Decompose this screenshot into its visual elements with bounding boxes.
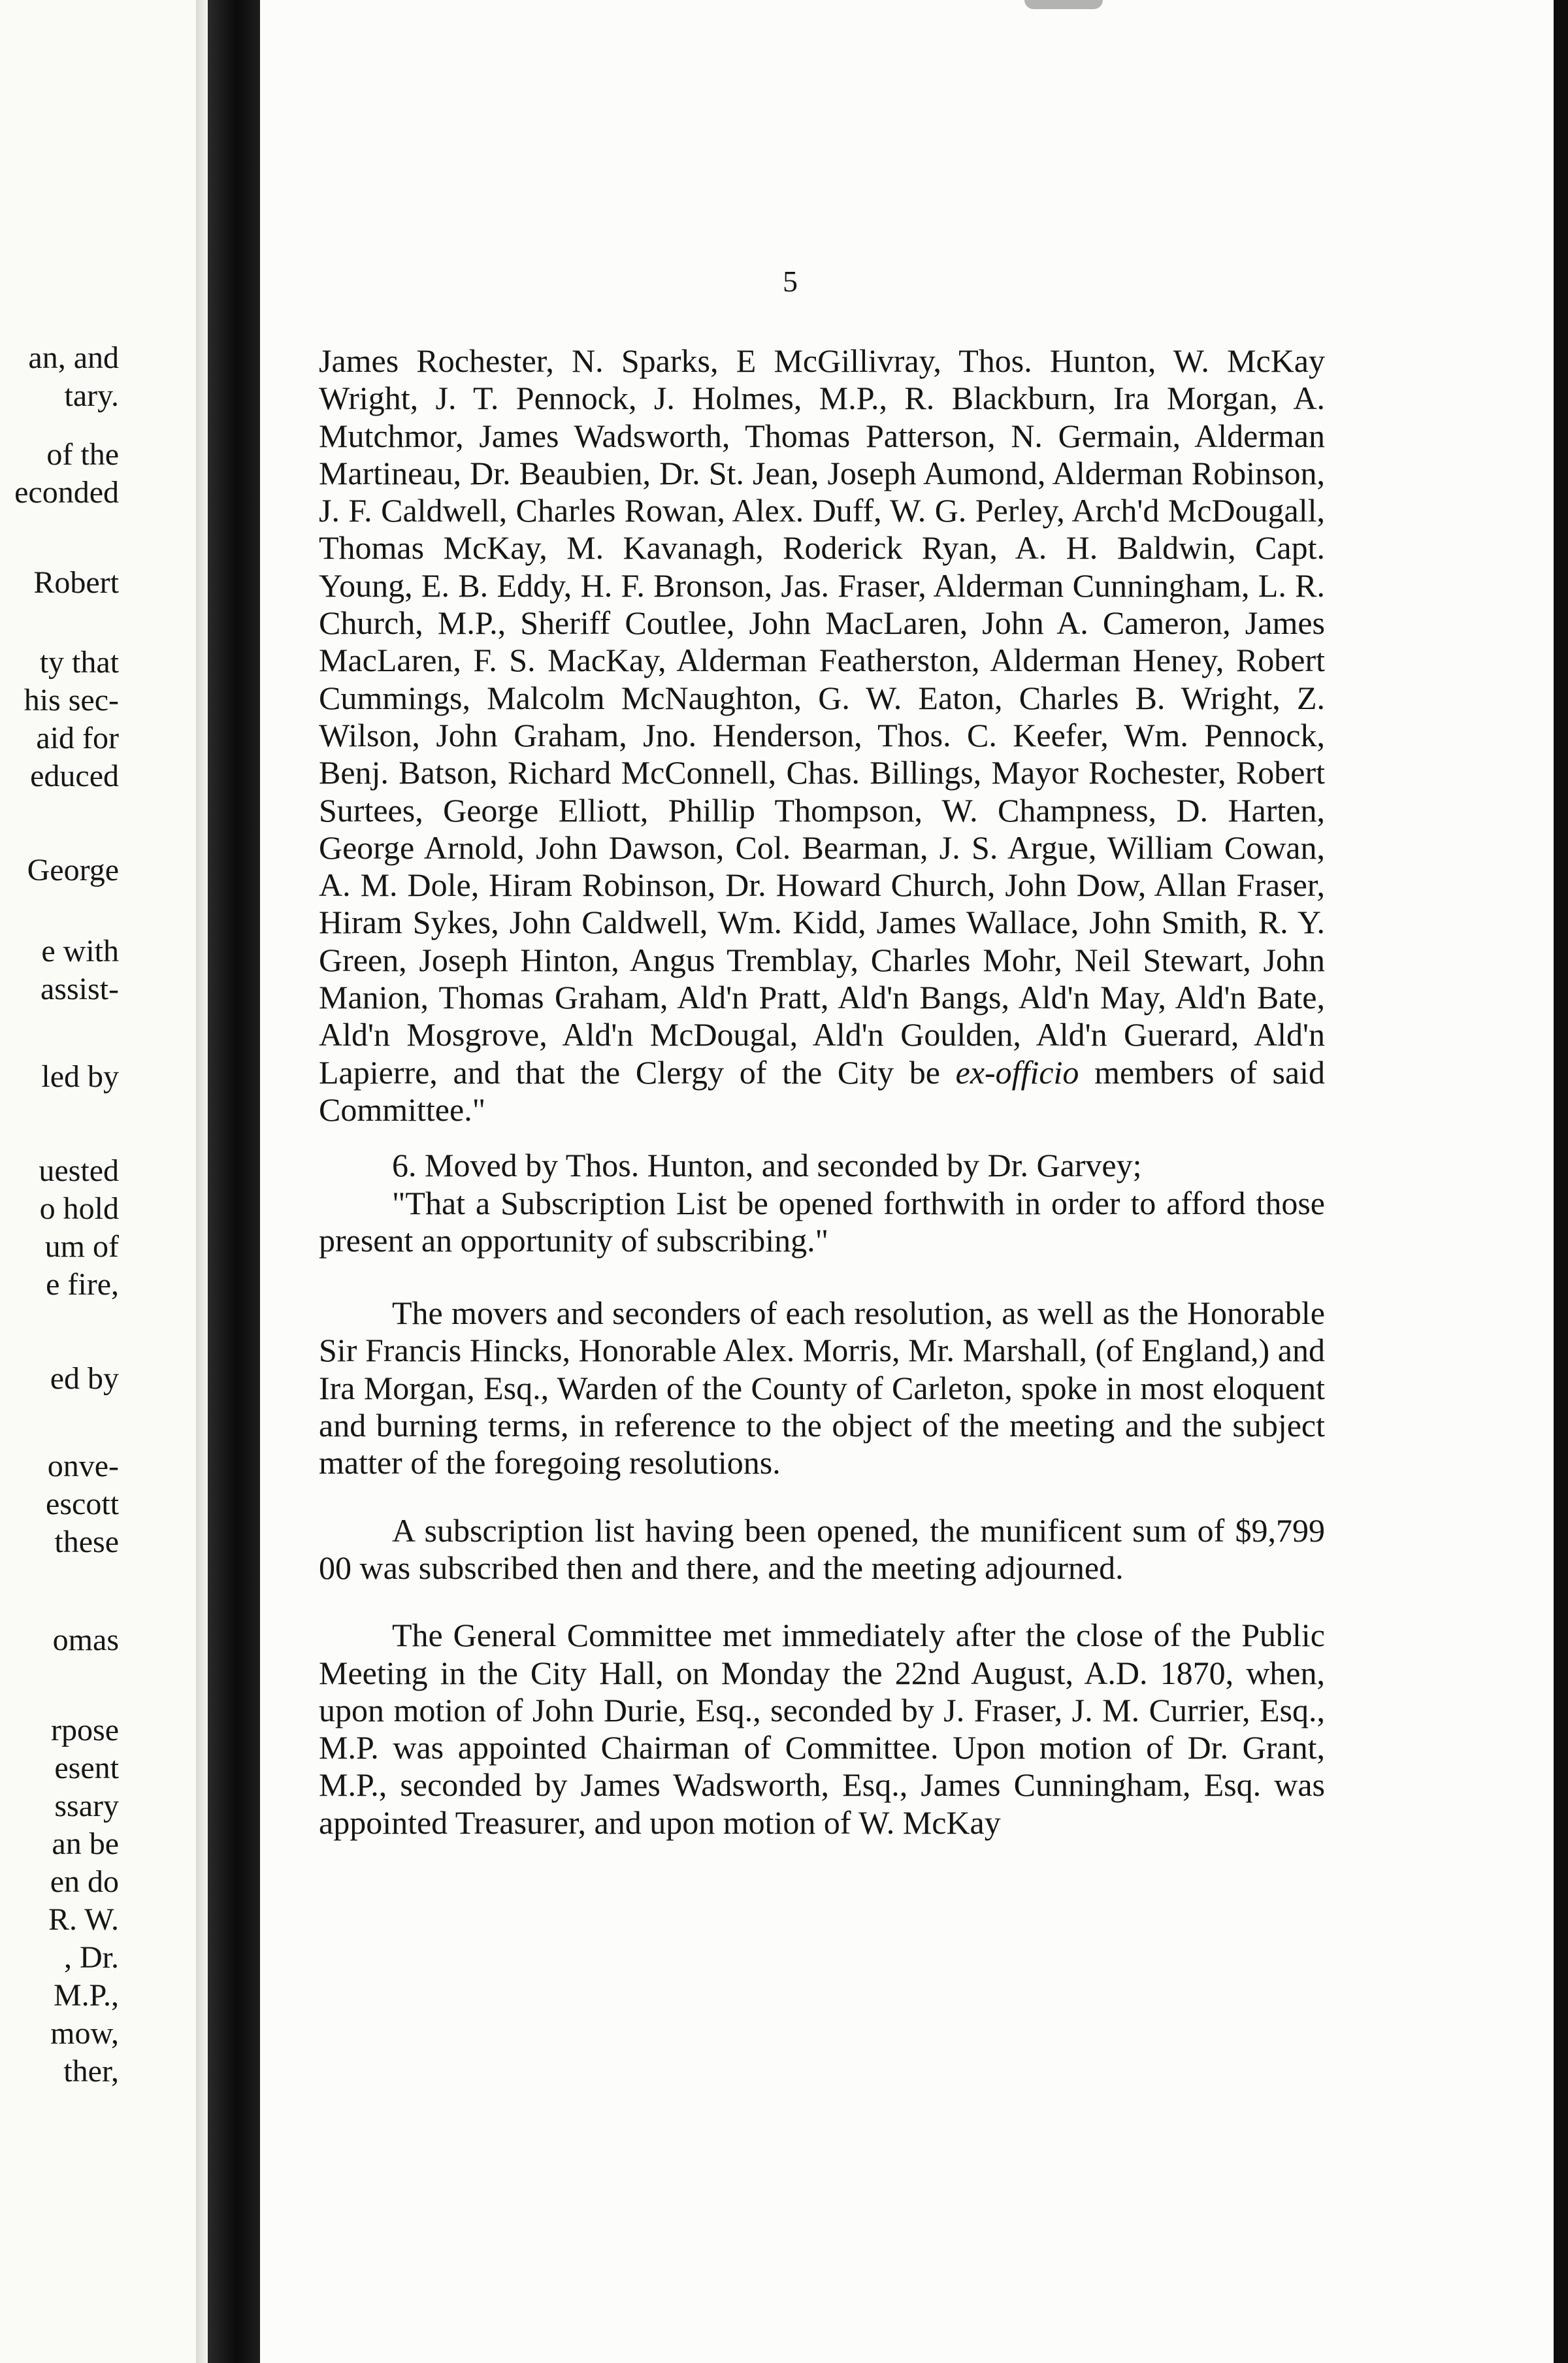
- facing-line: educed: [30, 759, 119, 793]
- scan-border: [1554, 0, 1568, 2363]
- facing-line: esent: [54, 1751, 119, 1785]
- facing-line: led by: [41, 1059, 119, 1094]
- facing-line: Robert: [33, 565, 119, 600]
- ex-officio-term: ex-officio: [955, 1053, 1079, 1091]
- facing-line: , Dr.: [64, 1940, 119, 1975]
- facing-line: M.P.,: [53, 1978, 119, 2013]
- facing-line: aid for: [36, 721, 119, 755]
- facing-line: his sec-: [24, 683, 119, 718]
- facing-line: of the: [46, 437, 119, 472]
- facing-line: assist-: [41, 972, 119, 1006]
- facing-page-gutter: [196, 0, 208, 2363]
- facing-line: these: [54, 1525, 119, 1559]
- facing-line: uested: [39, 1153, 119, 1188]
- facing-line: omas: [52, 1623, 119, 1657]
- page-body: [319, 342, 1325, 1842]
- resolution-6-text: "That a Subscription List be opened forthwith in order to afford those present an opportunity of subscribing.": [319, 1184, 1325, 1259]
- committee-names-end: members of said Committee.": [319, 1053, 1325, 1128]
- resolution-6-heading: 6. Moved by Thos. Hunton, and seconded by Dr. Garvey;: [392, 1147, 1142, 1184]
- scan-smudge: [1024, 0, 1103, 9]
- general-committee-paragraph: The General Committee met immediately after the close of the Public Meeting in the City Hall, on Monday the 22nd August, A.D. 1870, when, upon motion of John Durie, Esq., seconded by J. Fraser, J. M. Currier, Esq., M.P. was appointed Chairman of Committee. Upon motion of Dr. Grant, M.P., seconded by James Wadsworth, Esq., James Cunningham, Esq. was appointed Treasurer, and upon motion of W. McKay: [319, 1617, 1325, 1841]
- facing-line: escott: [46, 1487, 119, 1521]
- facing-line: R. W.: [48, 1902, 119, 1937]
- committee-names-paragraph: [319, 342, 1325, 1129]
- facing-line: um of: [44, 1229, 119, 1264]
- facing-line: ed by: [50, 1361, 119, 1396]
- facing-line: ssary: [54, 1789, 119, 1823]
- committee-names: James Rochester, N. Sparks, E McGillivray, Thos. Hunton, W. McKay Wright, J. T. Pennock, J. Holmes, M.P., R. Blackburn, Ira Morgan, A. Mutchmor, James Wadsworth, Thomas Patterson, N. Germain, Alderman Martineau, Dr. Beaubien, Dr. St. Jean, Joseph Aumond, Alderman Robinson, J. F. Caldwell, Charles Rowan, Alex. Duff, W. G. Perley, Arch'd McDougall, Thomas McKay, M. Kavanagh, Roderick Ryan, A. H. Baldwin, Capt. Young, E. B. Eddy, H. F. Bronson, Jas. Fraser, Alderman Cunningham, L. R. Church, M.P., Sheriff Coutlee, John MacLaren, John A. Cameron, James MacLaren, F. S. MacKay, Alderman Featherston, Alderman Heney, Robert Cummings, Malcolm McNaughton, G. W. Eaton, Charles B. Wright, Z. Wilson, John Graham, Jno. Henderson, Thos. C. Keefer, Wm. Pennock, Benj. Batson, Richard McConnell, Chas. Billings, Mayor Rochester, Robert Surtees, George Elliott, Phillip Thompson, W. Champness, D. Harten, George Arnold, John Dawson, Col. Bearman, J. S. Argue, William Cowan, A. M. Dole, Hiram Robinson, Dr. Howard Church, John Dow, Allan Fraser, Hiram Sykes, John Caldwell, Wm. Kidd, James Wallace, John Smith, R. Y. Green, Joseph Hinton, Angus Tremblay, Charles Mohr, Neil Stewart, John Manion, Thomas Graham, Ald'n Pratt, Ald'n Bangs, Ald'n May, Ald'n Bate, Ald'n Mosgrove, Ald'n McDougal, Ald'n Goulden, Ald'n Guerard, Ald'n Lapierre, and that the Clergy of the City be: [319, 342, 1325, 1091]
- facing-page: [0, 0, 208, 2363]
- facing-line: en do: [50, 1864, 119, 1899]
- facing-line: ther,: [63, 2054, 119, 2089]
- page-number: 5: [783, 265, 798, 298]
- book-spine: [208, 0, 260, 2363]
- facing-line: tary.: [64, 378, 119, 413]
- facing-line: o hold: [39, 1191, 119, 1226]
- facing-line: an be: [52, 1826, 119, 1861]
- facing-line: e fire,: [46, 1267, 119, 1302]
- facing-line: mow,: [50, 2016, 119, 2051]
- facing-line: rpose: [51, 1713, 119, 1747]
- subscription-paragraph: A subscription list having been opened, the munificent sum of $9,799 00 was subscribed then and there, and the meeting adjourned.: [319, 1512, 1325, 1586]
- facing-line: e with: [41, 934, 119, 968]
- facing-line: onve-: [47, 1449, 119, 1483]
- facing-line: ty that: [39, 645, 119, 680]
- facing-line: George: [27, 853, 119, 887]
- movers-paragraph: The movers and seconders of each resolution, as well as the Honorable Sir Francis Hincks, Honorable Alex. Morris, Mr. Marshall, (of England,) and Ira Morgan, Esq., Warden of the County of Carleton, spoke in most eloquent and burning terms, in reference to the object of the meeting and the subject matter of the foregoing resolutions.: [319, 1295, 1325, 1481]
- facing-line: an, and: [28, 340, 119, 375]
- facing-line: econded: [14, 475, 119, 510]
